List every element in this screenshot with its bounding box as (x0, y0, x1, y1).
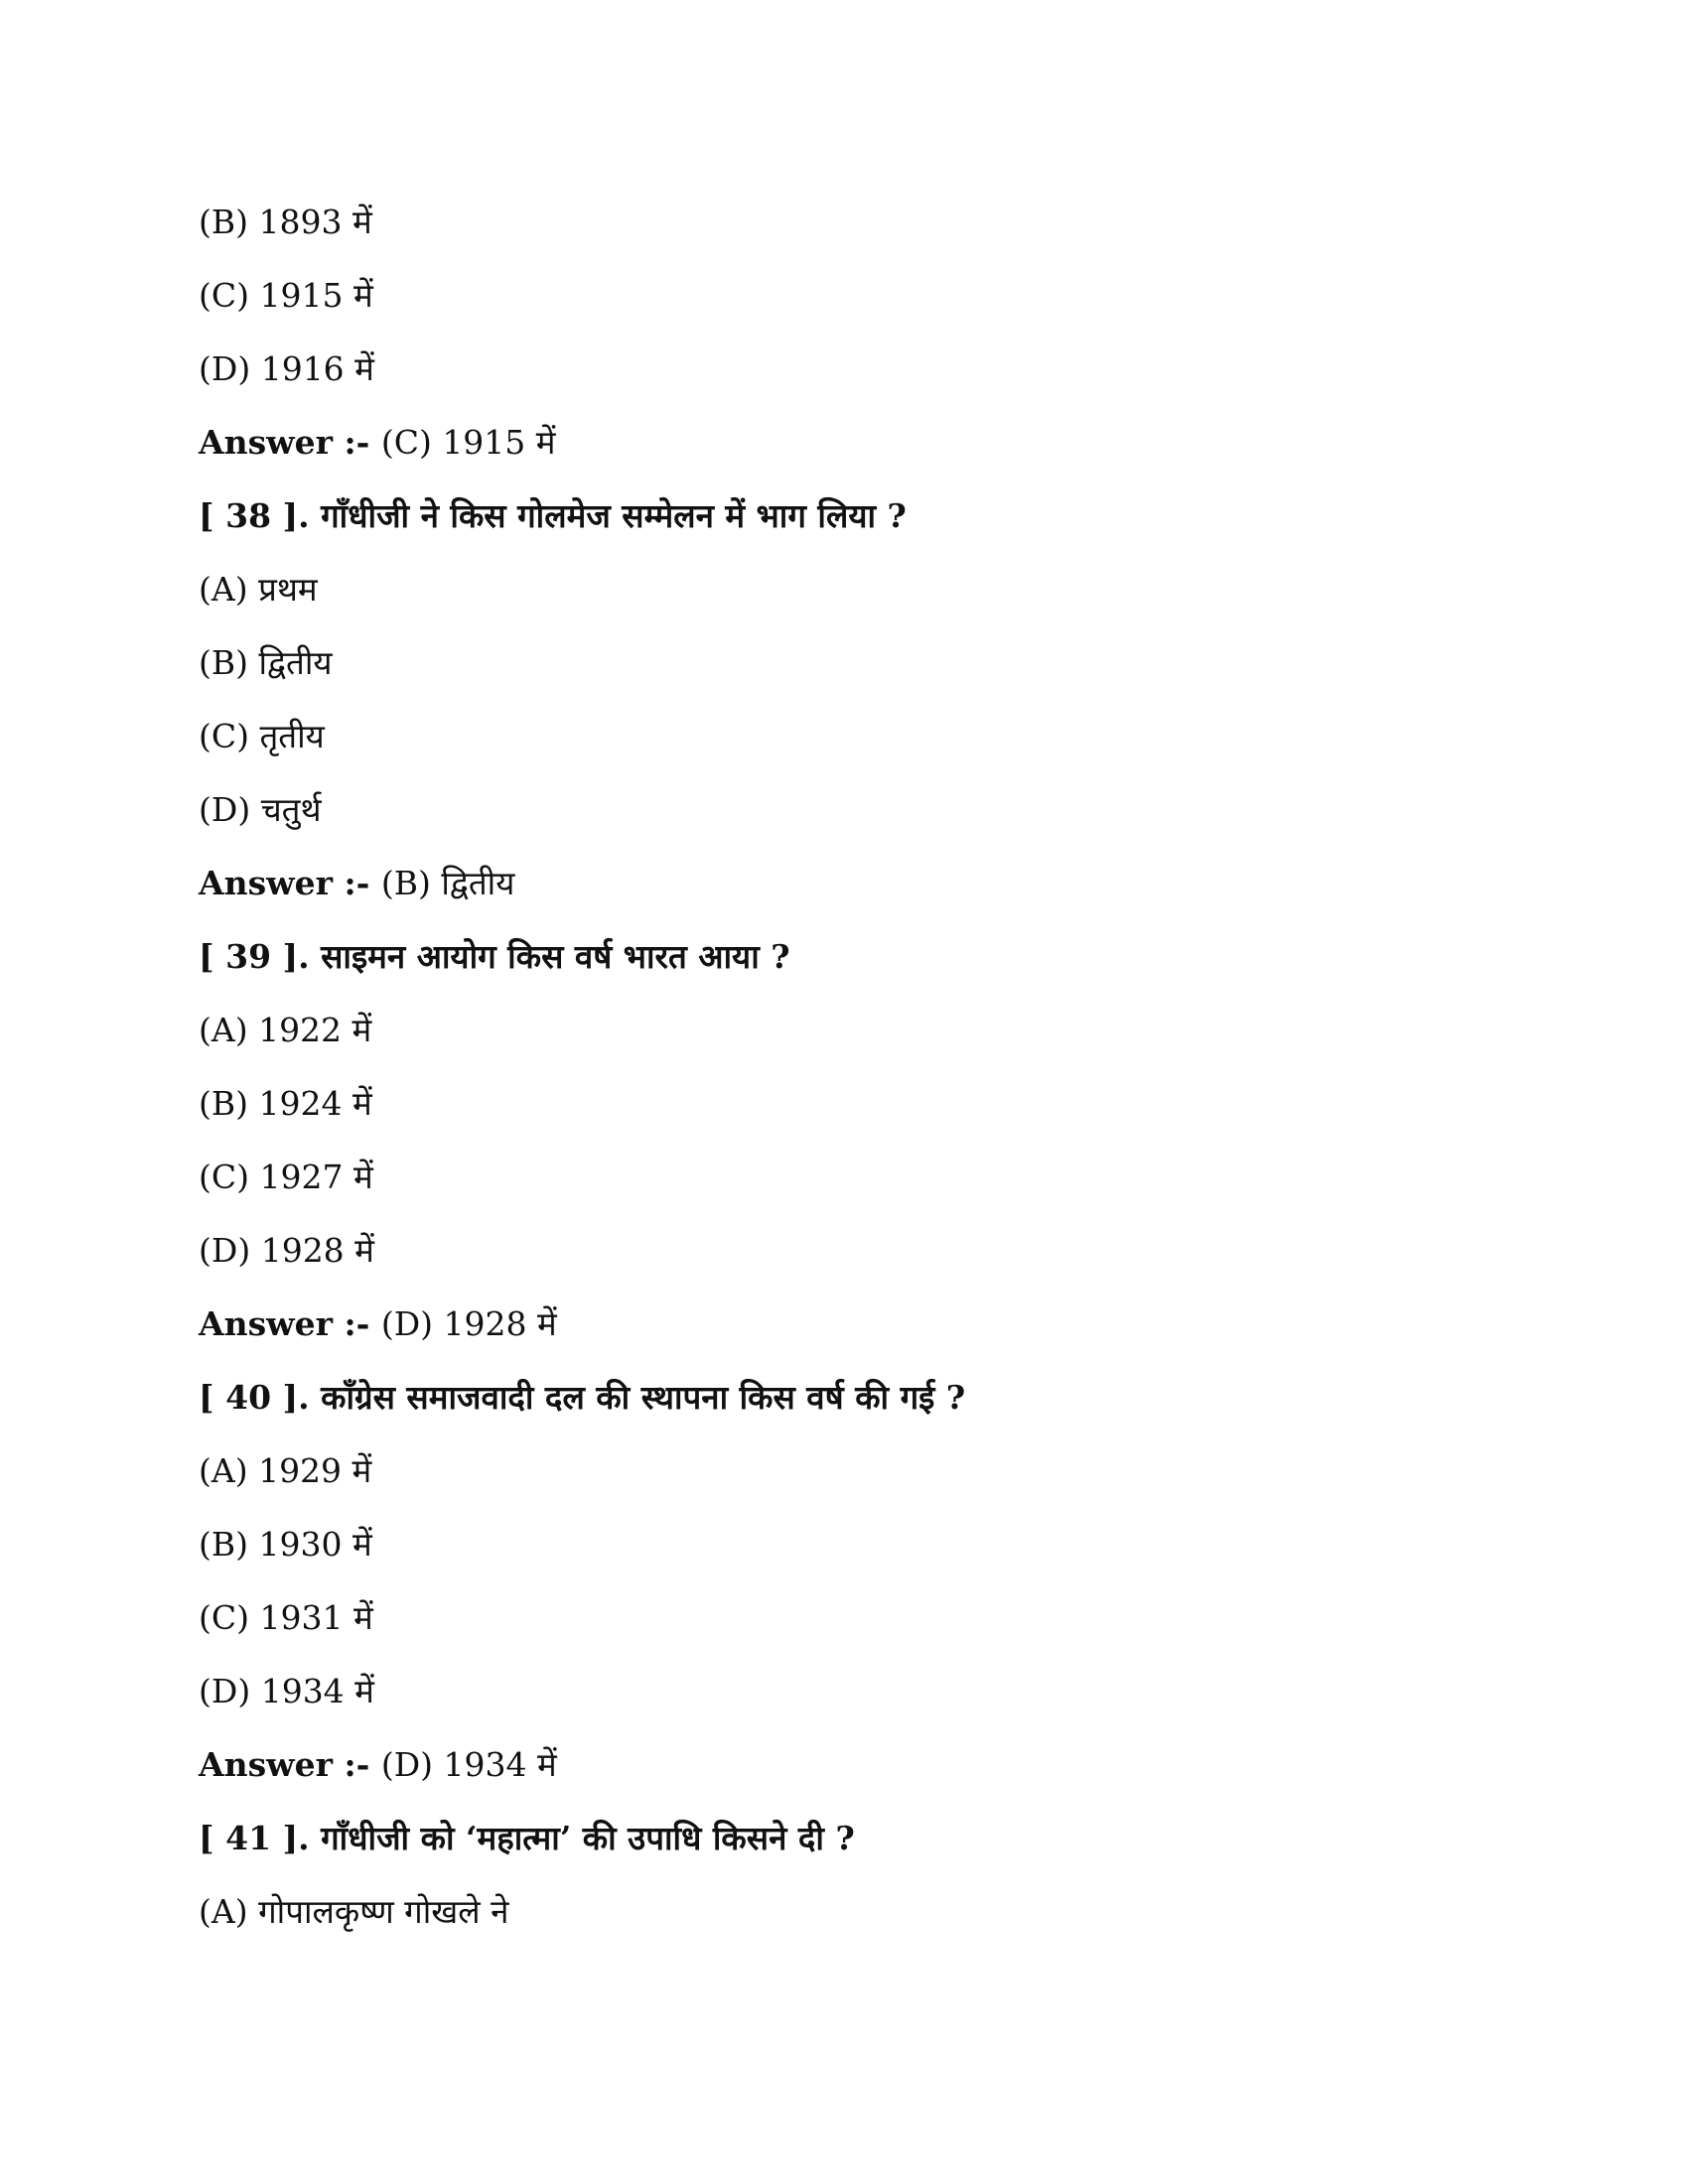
option-line: (D) 1916 में (199, 349, 374, 388)
question-heading: [ 38 ]. गाँधीजी ने किस गोलमेज सम्मेलन में भाग लिया ? (199, 496, 907, 535)
option-line: (C) तृतीय (199, 717, 325, 755)
option-line: (A) प्रथम (199, 570, 318, 609)
answer-line (199, 862, 514, 905)
option-line: (C) 1927 में (199, 1158, 373, 1196)
question-heading: [ 40 ]. काँग्रेस समाजवादी दल की स्थापना किस वर्ष की गई ? (199, 1378, 966, 1417)
answer-value: (D) 1934 में (380, 1745, 557, 1784)
answer-value: (C) 1915 में (380, 423, 556, 462)
answer-label: Answer :- (199, 1304, 381, 1343)
question-heading: [ 39 ]. साइमन आयोग किस वर्ष भारत आया ? (199, 937, 790, 976)
answer-line (199, 1302, 557, 1346)
answer-line (199, 1743, 557, 1787)
answer-label: Answer :- (199, 1745, 381, 1784)
option-line: (A) गोपालकृष्ण गोखले ने (199, 1892, 509, 1931)
answer-label: Answer :- (199, 423, 381, 462)
option-line: (A) 1929 में (199, 1451, 372, 1490)
answer-value: (B) द्वितीय (380, 864, 515, 902)
answer-line (199, 421, 556, 465)
option-line: (C) 1915 में (199, 276, 373, 315)
option-line: (D) चतुर्थ (199, 790, 322, 829)
option-line: (B) 1893 में (199, 203, 372, 241)
option-line: (A) 1922 में (199, 1011, 372, 1049)
option-line: (D) 1934 में (199, 1672, 374, 1710)
option-line: (B) द्वितीय (199, 643, 333, 682)
answer-label: Answer :- (199, 864, 381, 902)
answer-value: (D) 1928 में (380, 1304, 557, 1343)
option-line: (B) 1930 में (199, 1525, 372, 1564)
question-heading: [ 41 ]. गाँधीजी को ‘महात्मा’ की उपाधि किसने दी ? (199, 1819, 855, 1857)
option-line: (C) 1931 में (199, 1598, 373, 1637)
option-line: (B) 1924 में (199, 1084, 372, 1123)
option-line: (D) 1928 में (199, 1231, 374, 1270)
